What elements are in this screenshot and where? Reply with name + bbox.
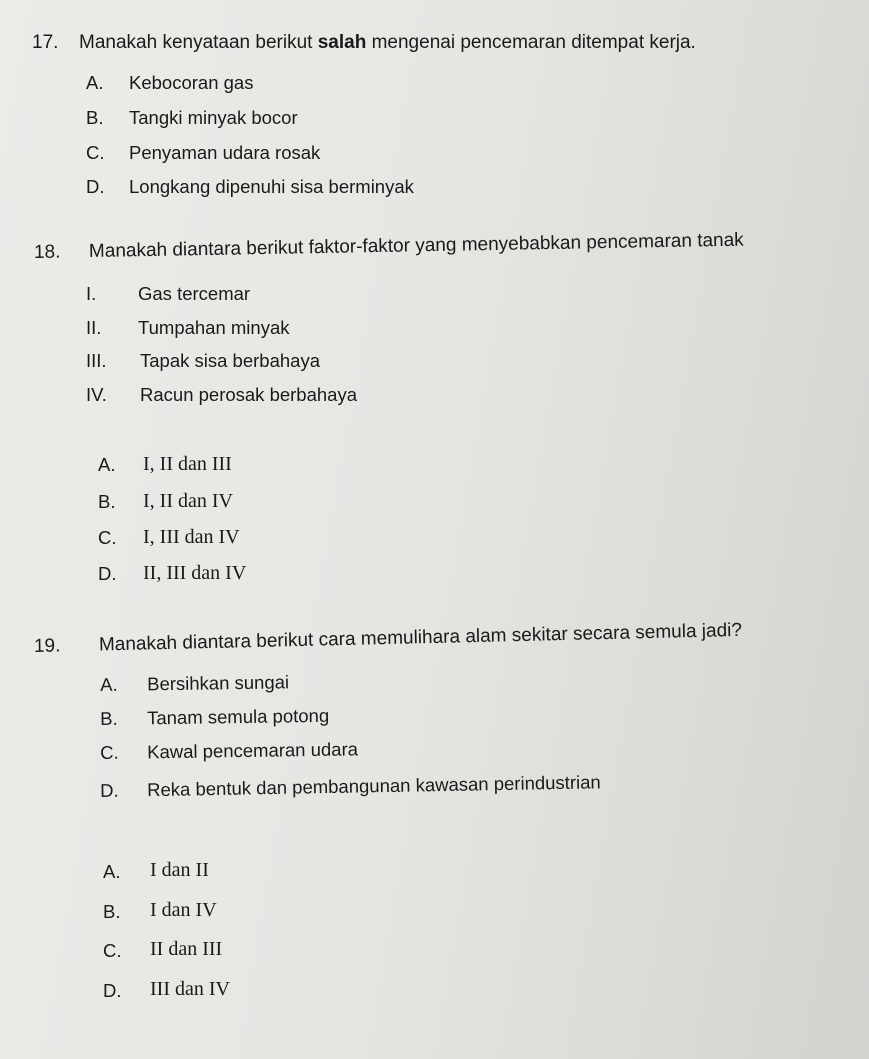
question-18 — [34, 228, 814, 266]
question-17 — [32, 32, 732, 56]
question-19 — [34, 618, 834, 660]
question-text: Manakah kenyataan berikut salah mengenai pencemaran ditempat kerja. — [79, 32, 696, 53]
question-number: 17. — [32, 32, 59, 53]
question-text: Manakah diantara berikut faktor-faktor yang menyebabkan pencemaran tanak — [88, 229, 744, 263]
question-number: 19. — [33, 635, 61, 657]
emphasis-word: salah — [317, 32, 367, 53]
question-text: Manakah diantara berikut cara memulihara alam sekitar secara semula jadi? — [98, 619, 743, 656]
question-number: 18. — [33, 241, 61, 263]
worksheet-page: 17. Manakah kenyataan berikut salah mengenai pencemaran ditempat kerja. A. Kebocoran gas B. Tangki minyak bocor C. Penyaman udara rosak D. Longkang dipenuhi sisa berminyak 18. Manakah diantara berikut faktor-faktor yang menyebabkan pencemaran tanak I. Gas tercemar II. Tumpahan minyak III. Tapak sisa berbahaya IV. Racun perosak berbahaya A. I, II dan III B. I, II dan IV C. I, III dan IV D. II, III dan IV 19. Manakah diantara berikut cara memulihara alam sekitar secara semula jadi? A. Bersihkan sungai B. Tanam semula potong C. Kawal pencemaran udara D. Reka bentuk dan pembangunan kawasan perindustrian A. I dan II B. I dan IV C. II dan III D. III dan IV — [0, 0, 869, 1059]
